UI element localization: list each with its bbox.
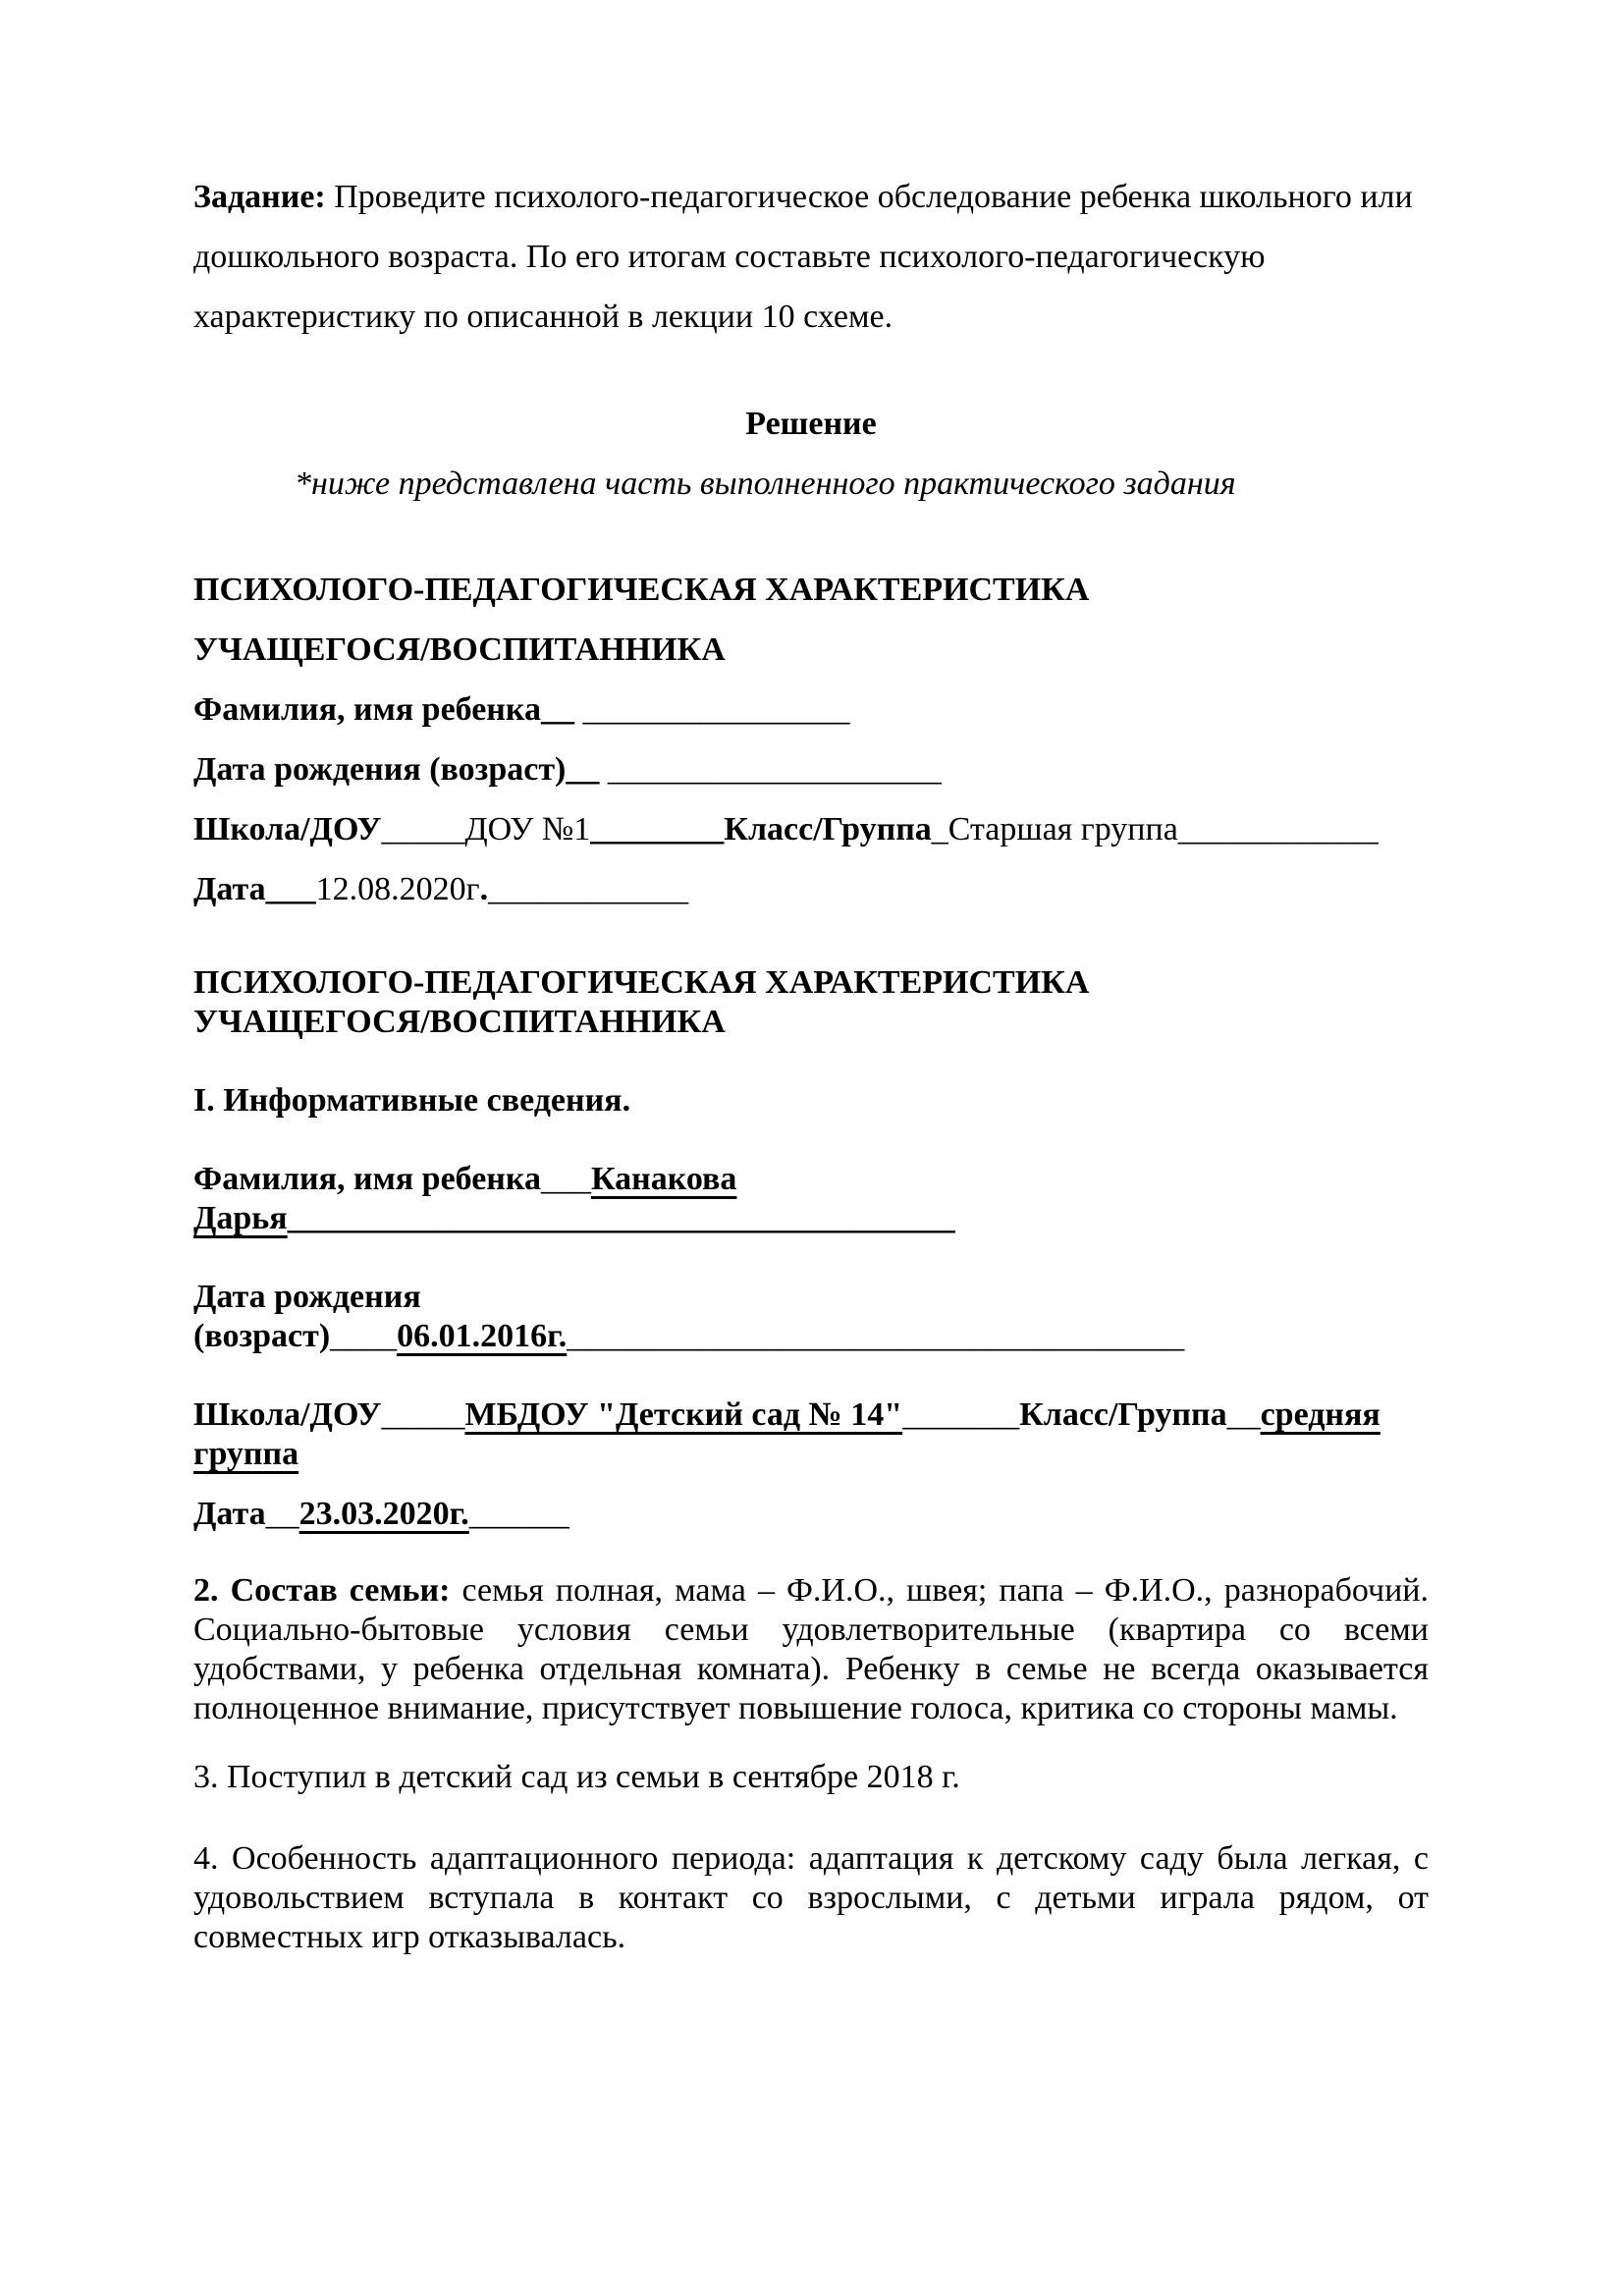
document-content [193, 0, 1429, 1957]
filled-field-class-value1: средняя [1260, 1396, 1380, 1433]
blank-field-date-dot: . [479, 871, 489, 907]
blank-field-name-line: ________________ [573, 691, 850, 728]
filled-field-school-us1: _____ [381, 1396, 465, 1433]
filled-field-class-label: Класс/Группа [1019, 1396, 1227, 1433]
blank-field-date-us1: ___ [265, 871, 316, 907]
blank-field-class-us2: ____________ [1177, 811, 1379, 847]
blank-field-name-label: Фамилия, имя ребенка__ [193, 691, 574, 728]
filled-field-birthdate-line2 [193, 1317, 1429, 1356]
filled-field-name-value1: Канакова [590, 1161, 737, 1197]
filled-field-date-value: 23.03.2020г. [298, 1496, 469, 1532]
filled-field-school-line2 [193, 1435, 1429, 1474]
blank-field-birthdate-label: Дата рождения (возраст)__ [193, 751, 600, 788]
task-text: Проведите психолого-педагогическое обследование ребенка школьного или дошкольного возраста. По его итогам составьте психолого-педагогическую характеристику по описанной в лекции 10 схеме. [193, 179, 1413, 335]
filled-field-name [193, 1160, 1429, 1238]
blank-field-date-label: Дата [193, 871, 266, 907]
adaptation-paragraph: 4. Особенность адаптационного периода: адаптация к детскому саду была легкая, с удовольствием вступала в контакт со взрослыми, с детьми играла рядом, от совместных игр отказывалась. [193, 1840, 1429, 1955]
filled-field-birthdate-line1 [193, 1278, 1429, 1317]
filled-field-date-us1: __ [265, 1496, 299, 1532]
family-composition-paragraph [193, 1571, 1429, 1728]
filled-field-birthdate-value: 06.01.2016г. [397, 1318, 568, 1354]
admission-paragraph: 3. Поступил в детский сад из семьи в сентябре 2018 г. [193, 1759, 960, 1795]
filled-field-school [193, 1395, 1429, 1474]
filled-field-date-us2: ______ [468, 1496, 569, 1532]
blank-field-school [193, 799, 1429, 859]
blank-field-school-us2: ________ [590, 811, 725, 847]
filled-field-birthdate-us1: ____ [330, 1318, 398, 1354]
filled-field-date-line [193, 1495, 1429, 1534]
filled-field-birthdate [193, 1278, 1429, 1356]
filled-field-date-label: Дата [193, 1496, 266, 1532]
characteristic-heading-line1: ПСИХОЛОГО-ПЕДАГОГИЧЕСКАЯ ХАРАКТЕРИСТИКА [193, 572, 1090, 608]
blank-form-block [193, 680, 1429, 919]
characteristic-heading2-line1: ПСИХОЛОГО-ПЕДАГОГИЧЕСКАЯ ХАРАКТЕРИСТИКА [193, 964, 1090, 1001]
blank-field-school-label: Школа/ДОУ [193, 811, 382, 847]
filled-field-birthdate-label2: (возраст) [193, 1318, 331, 1354]
blank-field-class-us1: _ [931, 811, 948, 847]
filled-field-name-us2: ________________________________________ [287, 1200, 955, 1236]
filled-field-name-us1: ___ [540, 1161, 591, 1197]
characteristic-heading2-line2: УЧАЩЕГОСЯ/ВОСПИТАННИКА [193, 1004, 726, 1040]
filled-field-class-value2: группа [193, 1436, 299, 1472]
blank-field-date [193, 859, 1429, 919]
blank-field-school-us1: _____ [381, 811, 465, 847]
filled-field-birthdate-label1: Дата рождения [193, 1279, 421, 1315]
blank-field-date-us2: ____________ [488, 871, 689, 907]
family-composition-label: 2. Состав семьи: [193, 1572, 451, 1609]
blank-field-birthdate [193, 739, 1429, 799]
blank-field-school-value: ДОУ №1 [464, 811, 591, 847]
characteristic-heading-first [193, 560, 1429, 680]
blank-field-class-value: Старшая группа [947, 811, 1178, 847]
blank-field-name [193, 680, 1429, 739]
blank-field-class-label: Класс/Группа [724, 811, 932, 847]
filled-field-school-us2: _______ [902, 1396, 1020, 1433]
blank-field-birthdate-line: ____________________ [599, 751, 942, 788]
filled-field-name-label: Фамилия, имя ребенка [193, 1161, 541, 1197]
filled-field-school-line1 [193, 1395, 1429, 1435]
characteristic-heading-line2: УЧАЩЕГОСЯ/ВОСПИТАННИКА [193, 631, 726, 668]
filled-field-name-line2 [193, 1199, 1429, 1238]
task-paragraph [193, 167, 1429, 347]
characteristic-heading-second [193, 963, 1429, 1042]
filled-field-birthdate-us2: _____________________________________ [567, 1318, 1185, 1354]
filled-field-name-line1 [193, 1160, 1429, 1199]
solution-heading: Решение [745, 406, 877, 442]
filled-field-school-label: Школа/ДОУ [193, 1396, 382, 1433]
family-composition-text: семья полная, мама – Ф.И.О., швея; папа – Ф.И.О., разнорабочий. Социально-бытовые условия семьи удовлетворительные (квартира со всеми удобствами, у ребенка отдельная комната). Ребенку в семье не всегда оказывается полноценное внимание, присутствует повышение голоса, критика со стороны мамы. [193, 1572, 1429, 1726]
solution-note: *ниже представлена часть выполненного практического задания [295, 465, 1236, 502]
filled-field-school-value: МБДОУ "Детский сад № 14" [464, 1396, 903, 1433]
blank-field-date-value: 12.08.2020г [315, 871, 480, 907]
filled-field-name-value2: Дарья [193, 1200, 288, 1236]
filled-field-class-us1: __ [1226, 1396, 1261, 1433]
section-title-informative: I. Информативные сведения. [193, 1082, 631, 1119]
task-label: Задание: [193, 179, 326, 215]
filled-field-date [193, 1495, 1429, 1534]
